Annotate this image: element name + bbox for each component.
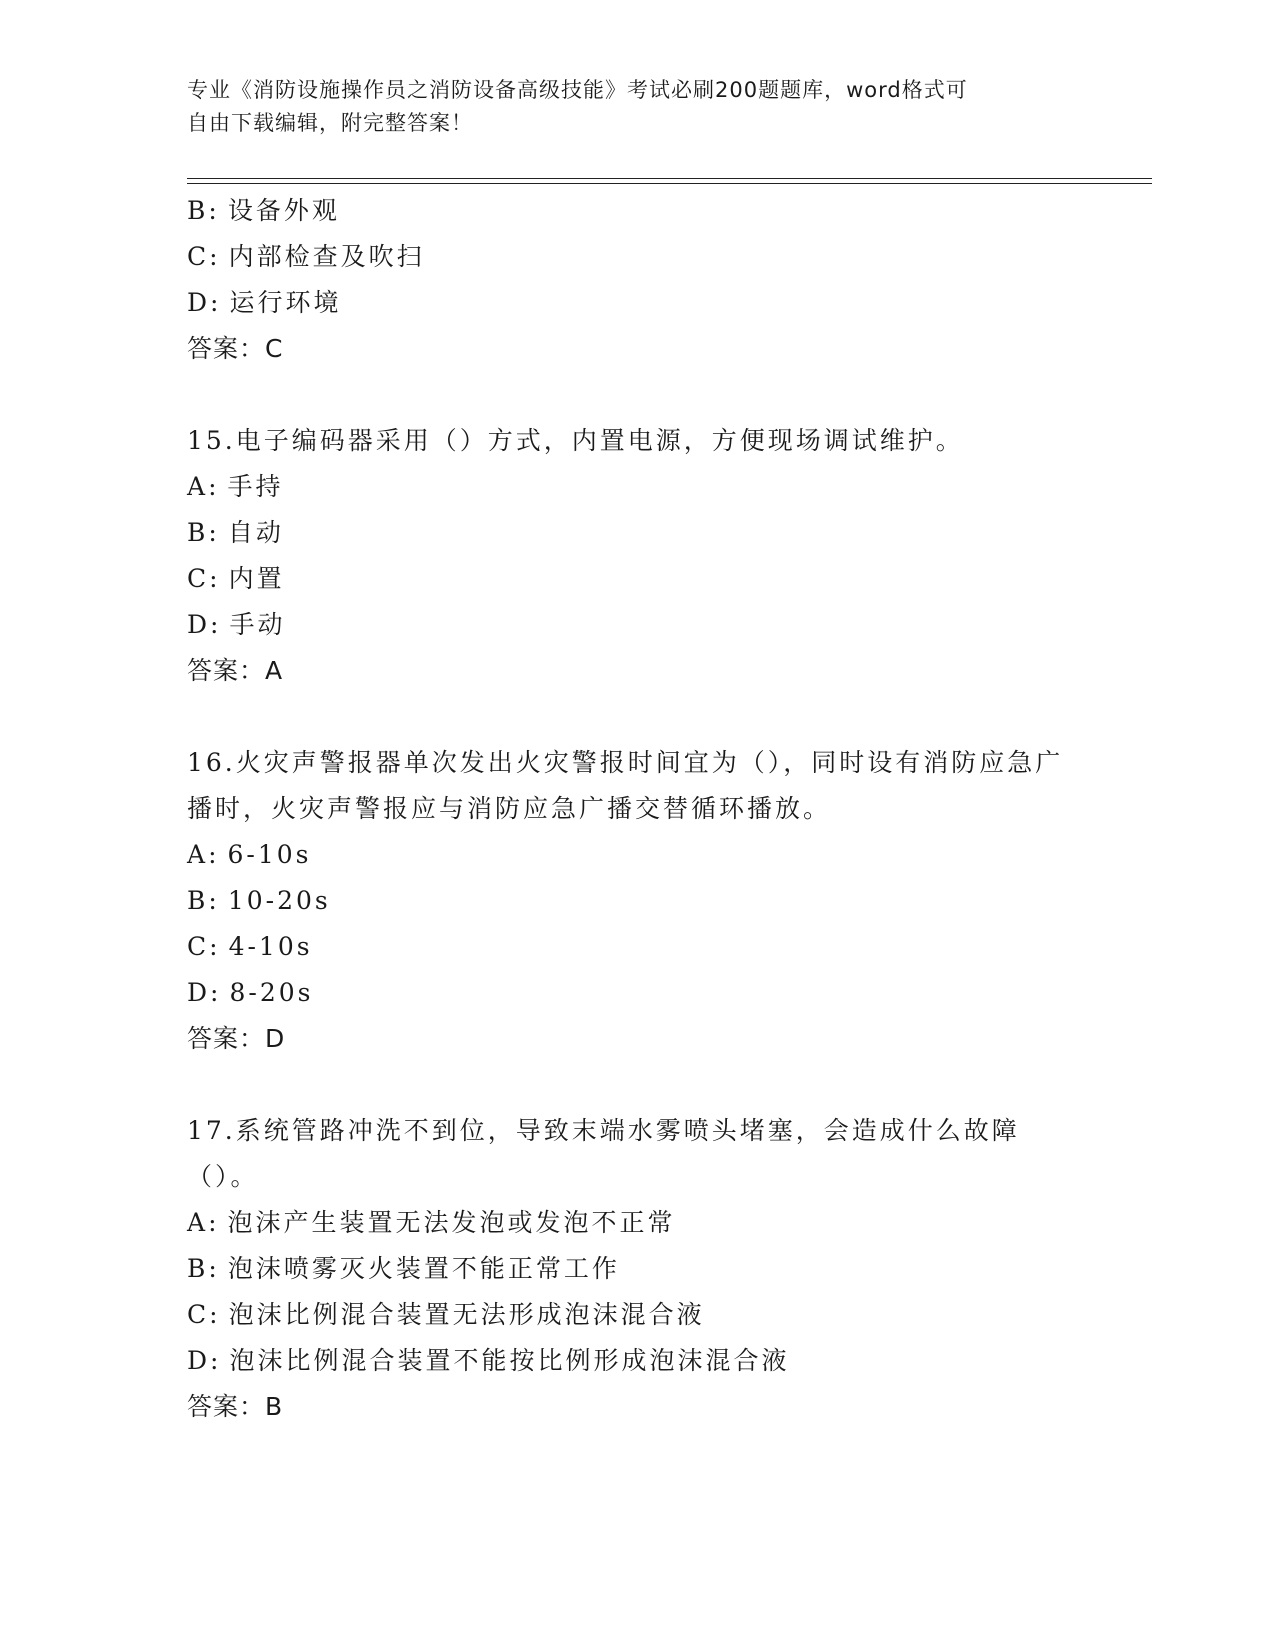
option-key: B [187, 886, 209, 915]
option-c: C: 内部检查及吹扫 [187, 242, 425, 271]
option-text: 泡沫比例混合装置不能按比例形成泡沫混合液 [229, 1346, 790, 1375]
option-key: C [187, 1300, 210, 1329]
option-key: B [187, 196, 209, 225]
answer: 答案：D [187, 1024, 286, 1053]
header-line-2: 自由下载编辑，附完整答案！ [187, 111, 473, 135]
answer: 答案：C [187, 334, 284, 363]
option-text: 自动 [227, 518, 284, 547]
option-c: C: 泡沫比例混合装置无法形成泡沫混合液 [187, 1300, 705, 1329]
option-c: C: 4-10s [187, 932, 313, 961]
option-text: 手持 [227, 472, 284, 501]
option-d: D: 手动 [187, 610, 286, 639]
option-key: C [187, 932, 210, 961]
option-text: 设备外观 [227, 196, 340, 225]
header-divider-bottom [187, 183, 1152, 184]
option-key: A [187, 840, 209, 869]
option-key: B [187, 518, 209, 547]
option-text: 泡沫比例混合装置无法形成泡沫混合液 [228, 1300, 705, 1329]
answer: 答案：B [187, 1392, 284, 1421]
question-15 [187, 418, 1087, 694]
option-b: B: 自动 [187, 518, 284, 547]
question-stem: 16.火灾声警报器单次发出火灾警报时间宜为（），同时设有消防应急广播时，火灾声警报应与消防应急广播交替循环播放。 [187, 748, 1064, 823]
option-text: 手动 [229, 610, 286, 639]
option-c: C: 内置 [187, 564, 285, 593]
answer: 答案：A [187, 656, 284, 685]
header-divider-top [187, 178, 1152, 179]
option-key: C [187, 242, 210, 271]
question-stem: 17.系统管路冲洗不到位，导致末端水雾喷头堵塞，会造成什么故障（）。 [187, 1116, 1020, 1191]
option-text: 6-10s [227, 840, 312, 869]
option-text: 内部检查及吹扫 [228, 242, 425, 271]
option-text: 泡沫产生装置无法发泡或发泡不正常 [227, 1208, 676, 1237]
option-d: D: 泡沫比例混合装置不能按比例形成泡沫混合液 [187, 1346, 790, 1375]
option-a: A: 6-10s [187, 840, 312, 869]
option-a: A: 泡沫产生装置无法发泡或发泡不正常 [187, 1208, 676, 1237]
option-key: B [187, 1254, 209, 1283]
option-key: D [187, 288, 211, 317]
option-d: D: 运行环境 [187, 288, 342, 317]
question-partial [187, 188, 1087, 372]
option-key: C [187, 564, 210, 593]
option-text: 10-20s [227, 886, 331, 915]
option-b: B: 泡沫喷雾灭火装置不能正常工作 [187, 1254, 620, 1283]
option-text: 泡沫喷雾灭火装置不能正常工作 [227, 1254, 620, 1283]
option-text: 内置 [228, 564, 285, 593]
option-text: 运行环境 [229, 288, 342, 317]
option-text: 8-20s [229, 978, 314, 1007]
option-a: A: 手持 [187, 472, 284, 501]
option-key: D [187, 1346, 211, 1375]
question-stem: 15.电子编码器采用（）方式，内置电源，方便现场调试维护。 [187, 426, 964, 455]
question-17 [187, 1108, 1087, 1430]
option-key: A [187, 1208, 209, 1237]
option-text: 4-10s [228, 932, 313, 961]
option-b: B: 10-20s [187, 886, 331, 915]
option-key: A [187, 472, 209, 501]
option-key: D [187, 978, 211, 1007]
question-16 [187, 740, 1087, 1062]
option-b: B: 设备外观 [187, 196, 340, 225]
header-line-1: 专业《消防设施操作员之消防设备高级技能》考试必刷200题题库，word格式可 [187, 78, 968, 102]
option-key: D [187, 610, 211, 639]
document-header [187, 74, 1087, 140]
question-list [187, 188, 1087, 1430]
option-d: D: 8-20s [187, 978, 314, 1007]
